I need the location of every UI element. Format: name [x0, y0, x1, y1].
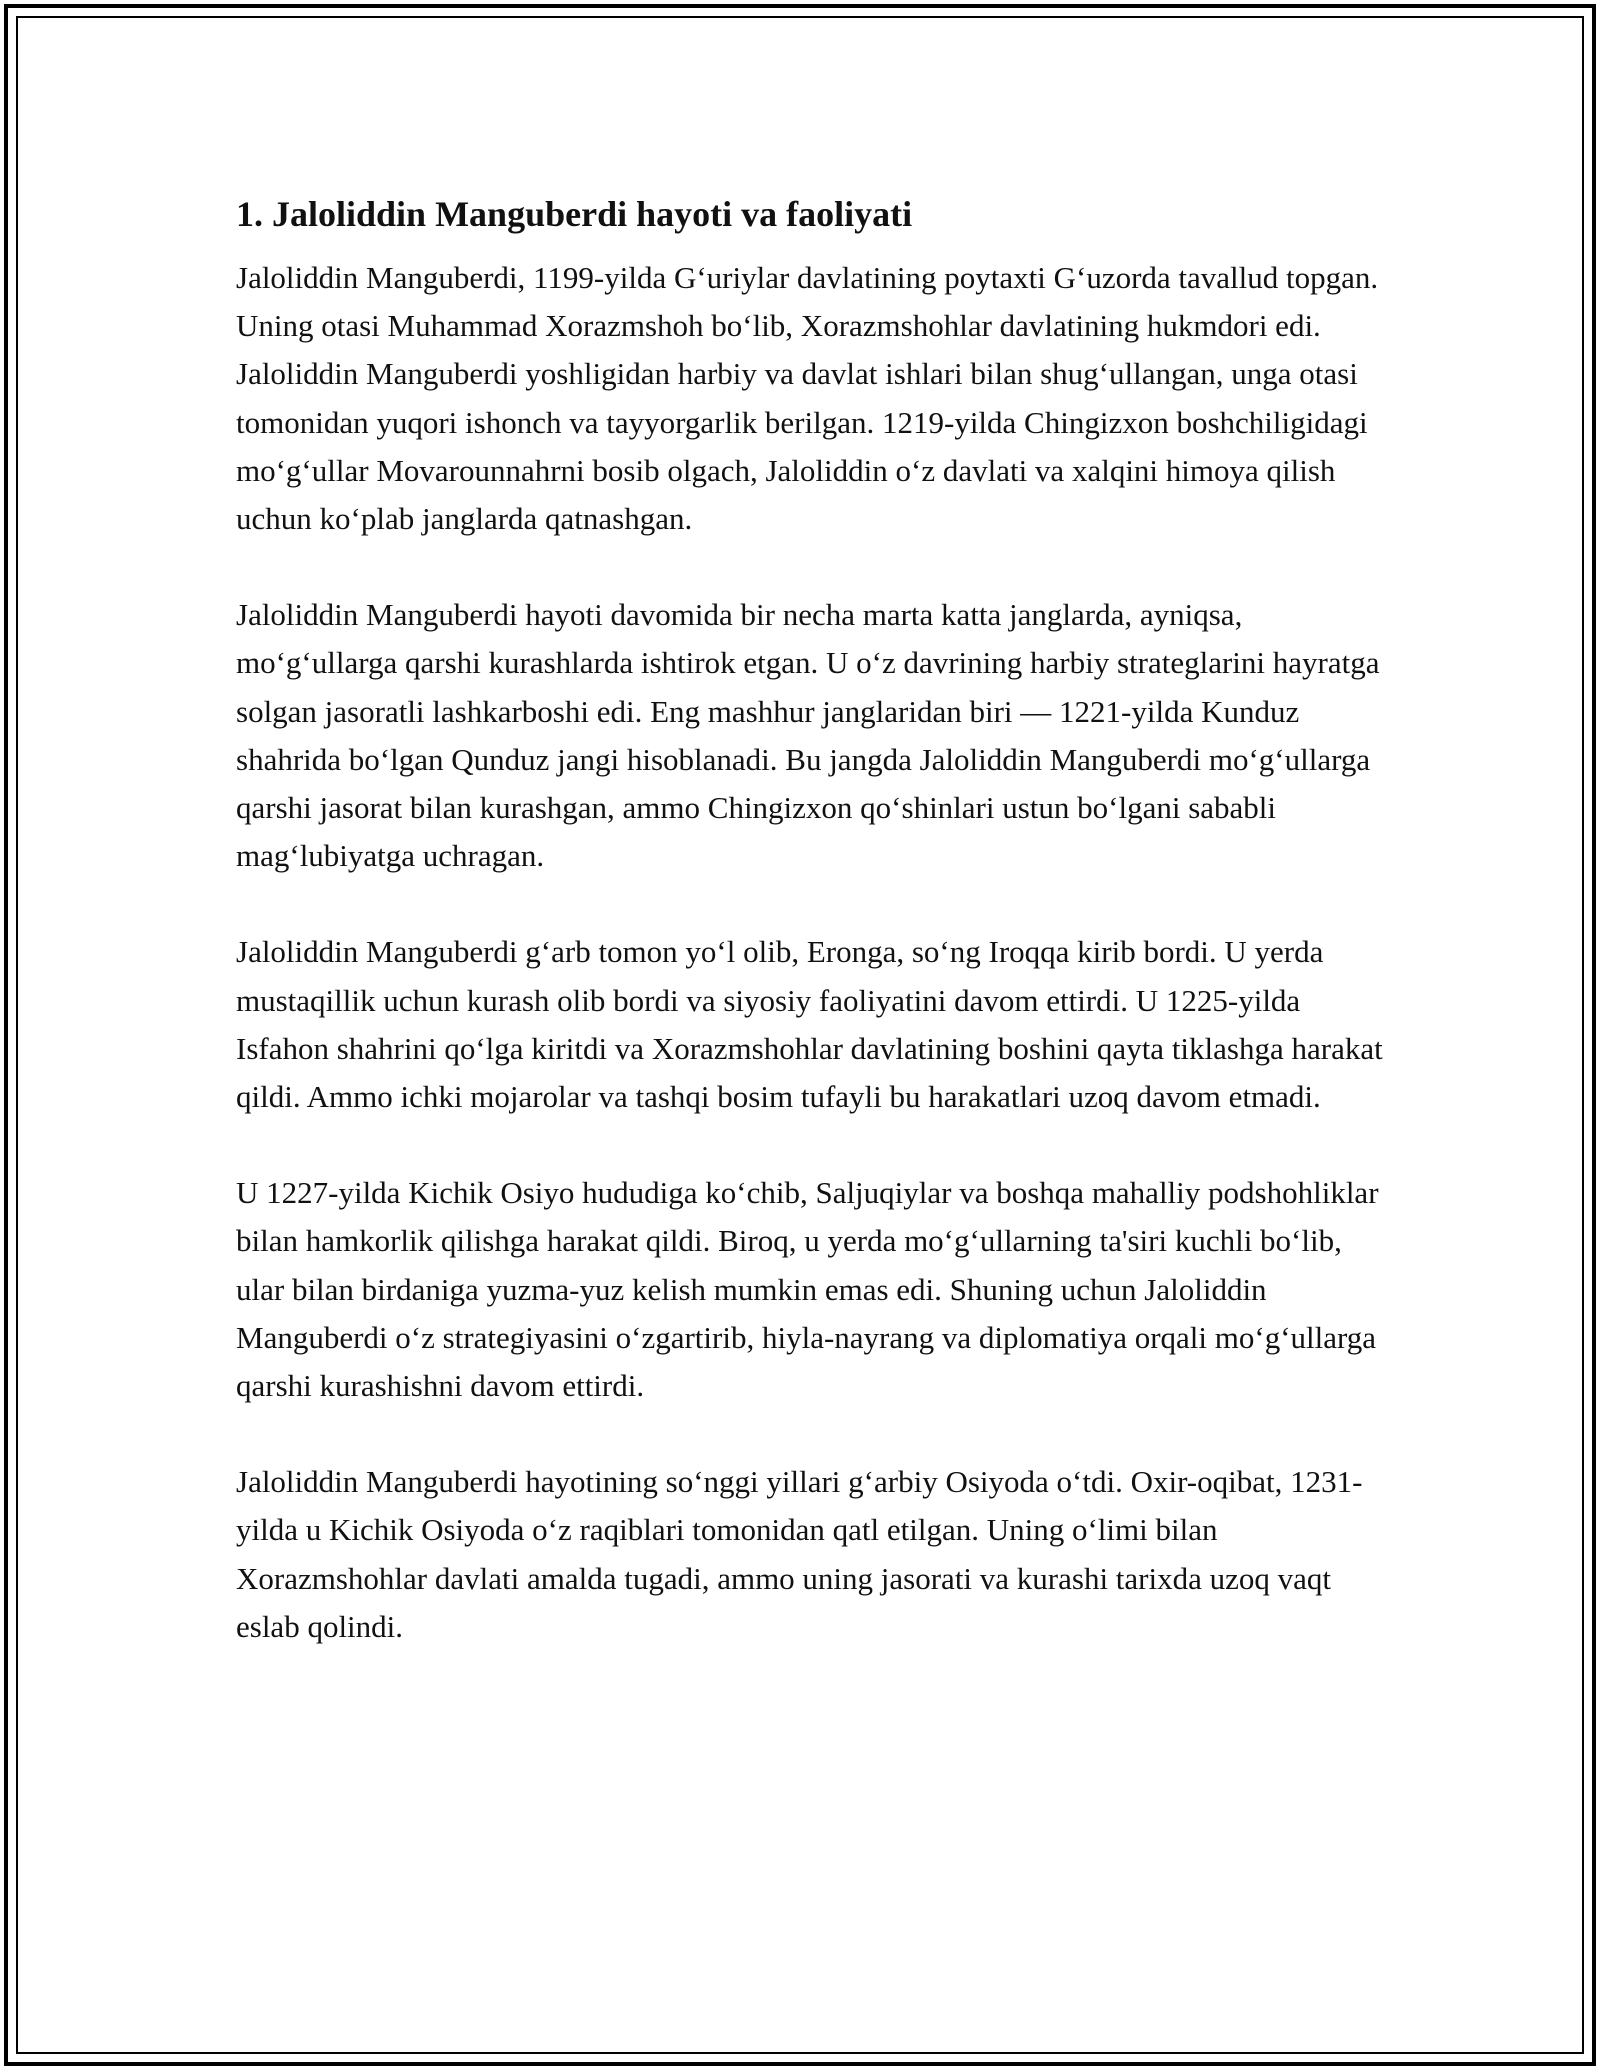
- document-body: [236, 190, 1386, 1699]
- paragraph-3: Jaloliddin Manguberdi g‘arb tomon yo‘l olib, Eronga, so‘ng Iroqqa kirib bordi. U yerda mustaqillik uchun kurash olib bordi va siyosiy faoliyatini davom ettirdi. U 1225-yilda Isfahon shahrini qo‘lga kiritdi va Xorazmshohlar davlatining boshini qayta tiklashga harakat qildi. Ammo ichki mojarolar va tashqi bosim tufayli bu harakatlari uzoq davom etmadi.: [236, 934, 1383, 1115]
- paragraph-4: U 1227-yilda Kichik Osiyo hududiga ko‘chib, Saljuqiylar va boshqa mahalliy podshohliklar bilan hamkorlik qilishga harakat qildi. Biroq, u yerda mo‘g‘ullarning ta'siri kuchli bo‘lib, ular bilan birdaniga yuzma-yuz kelish mumkin emas edi. Shuning uchun Jaloliddin Manguberdi o‘z strategiyasini o‘zgartirib, hiyla-nayrang va diplomatiya orqali mo‘g‘ullarga qarshi kurashishni davom ettirdi.: [236, 1175, 1379, 1404]
- paragraph-2: Jaloliddin Manguberdi hayoti davomida bir necha marta katta janglarda, ayniqsa, mo‘g‘ullarga qarshi kurashlarda ishtirok etgan. U o‘z davrining harbiy strateglarini hayratga solgan jasoratli lashkarboshi edi. Eng mashhur janglaridan biri — 1221-yilda Kunduz shahrida bo‘lgan Qunduz jangi hisoblanadi. Bu jangda Jaloliddin Manguberdi mo‘g‘ullarga qarshi jasorat bilan kurashgan, ammo Chingizxon qo‘shinlari ustun bo‘lgani sababli mag‘lubiyatga uchragan.: [236, 597, 1380, 874]
- paragraph-5: Jaloliddin Manguberdi hayotining so‘nggi yillari g‘arbiy Osiyoda o‘tdi. Oxir-oqibat, 1231-yilda u Kichik Osiyoda o‘z raqiblari tomonidan qatl etilgan. Uning o‘limi bilan Xorazmshohlar davlati amalda tugadi, ammo uning jasorati va kurashi tarixda uzoq vaqt eslab qolindi.: [236, 1464, 1363, 1644]
- paragraph-1: Jaloliddin Manguberdi, 1199-yilda G‘uriylar davlatining poytaxti G‘uzorda tavallud topgan. Uning otasi Muhammad Xorazmshoh bo‘lib, Xorazmshohlar davlatining hukmdori edi. Jaloliddin Manguberdi yoshligidan harbiy va davlat ishlari bilan shug‘ullangan, unga otasi tomonidan yuqori ishonch va tayyorgarlik berilgan. 1219-yilda Chingizxon boshchiligidagi mo‘g‘ullar Movarounnahrni bosib olgach, Jaloliddin o‘z davlati va xalqini himoya qilish uchun ko‘plab janglarda qatnashgan.: [236, 260, 1379, 537]
- section-heading: 1. Jaloliddin Manguberdi hayoti va faoliyati: [236, 194, 913, 234]
